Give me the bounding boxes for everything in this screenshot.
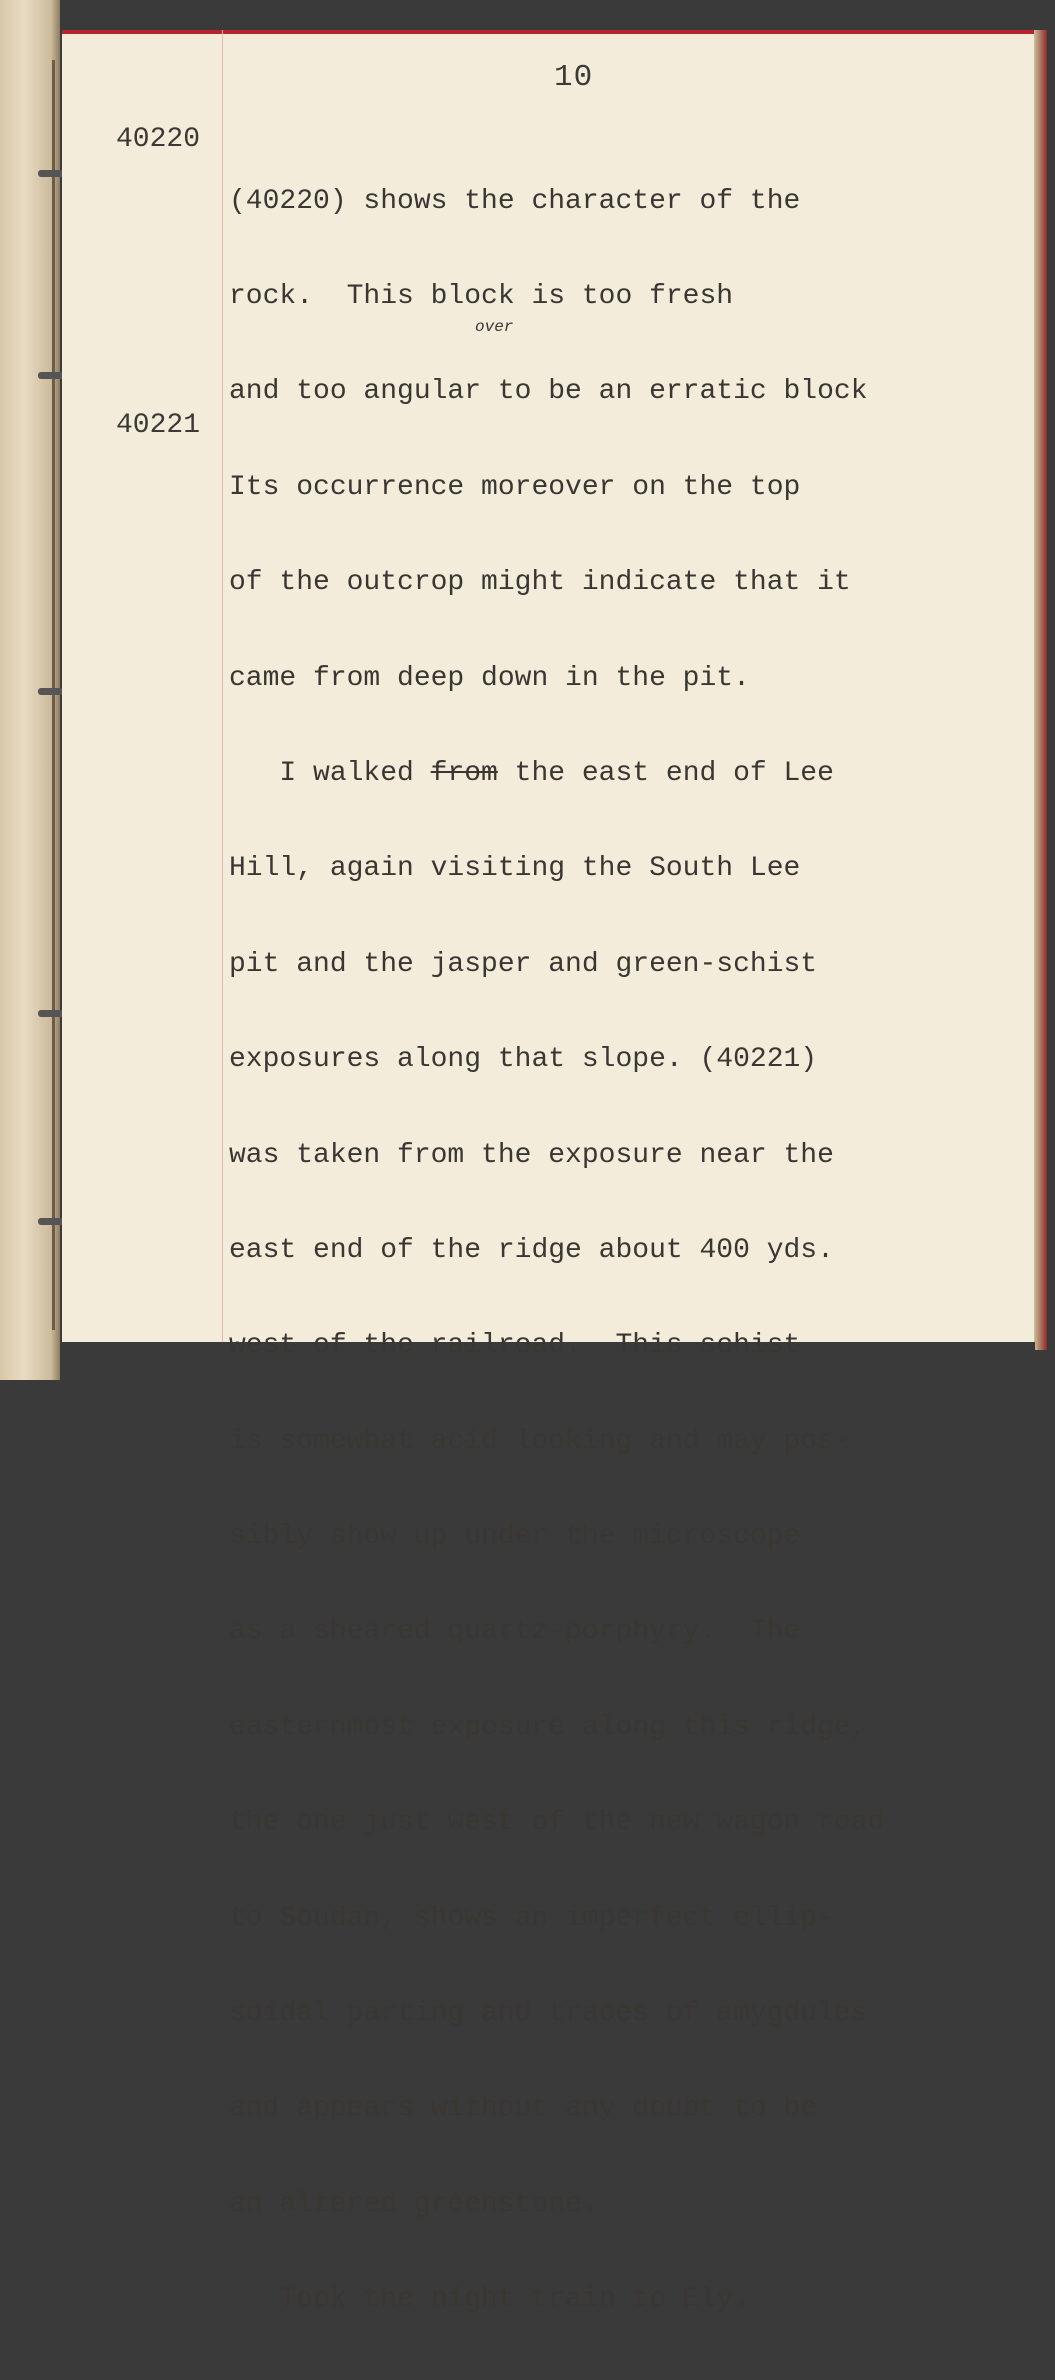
margin-rule — [222, 30, 223, 1342]
text-line: an altered greenstone. — [229, 2188, 599, 2220]
handwritten-insertion: over — [475, 318, 514, 336]
struck-word: from — [430, 757, 498, 789]
text-line: to Soudan, shows an imperfect ellip- — [229, 1902, 834, 1934]
text-line: west of the railroad. This schist — [229, 1330, 801, 1362]
text-line: easternmost exposure along this ridge, — [229, 1711, 868, 1743]
text-line: exposures along that slope. (40221) — [229, 1044, 818, 1076]
cover-edge — [1035, 30, 1047, 1350]
typed-entry — [229, 122, 884, 2380]
text-line: pit and the jasper and green-schist — [229, 948, 818, 980]
text-line: Took the night train to Ely. — [229, 2284, 750, 2316]
text-line: rock. This block is too fresh — [229, 280, 734, 312]
text-line: sibly show up under the microscope — [229, 1521, 801, 1553]
text-line: is somewhat acid looking and may pos- — [229, 1425, 851, 1457]
sample-number: 40220 — [116, 124, 201, 155]
page-number: 10 — [554, 60, 594, 95]
text-line: I walked from the east end of Lee — [229, 757, 834, 789]
text-line: the one just west of the new wagon road — [229, 1807, 885, 1839]
text-line: as a sheared quartz-porphyry. The — [229, 1616, 801, 1648]
sample-number: 40221 — [116, 410, 201, 441]
binding-cord — [52, 60, 55, 1330]
text-line: (40220) shows the character of the — [229, 185, 801, 217]
text-line: Hill, again visiting the South Lee — [229, 853, 801, 885]
text-line: and appears without any doubt to be — [229, 2093, 818, 2125]
text-line: east end of the ridge about 400 yds. — [229, 1234, 834, 1266]
text-line: of the outcrop might indicate that it — [229, 567, 851, 599]
text-line: was taken from the exposure near the — [229, 1139, 834, 1171]
text-line: Its occurrence moreover on the top — [229, 471, 801, 503]
notebook-page — [62, 30, 1044, 2316]
text-line: and too angular to be an erratic block — [229, 376, 868, 408]
text-line: soidal parting and traces of amygdules — [229, 1998, 868, 2030]
text-line: came from deep down in the pit. — [229, 662, 750, 694]
